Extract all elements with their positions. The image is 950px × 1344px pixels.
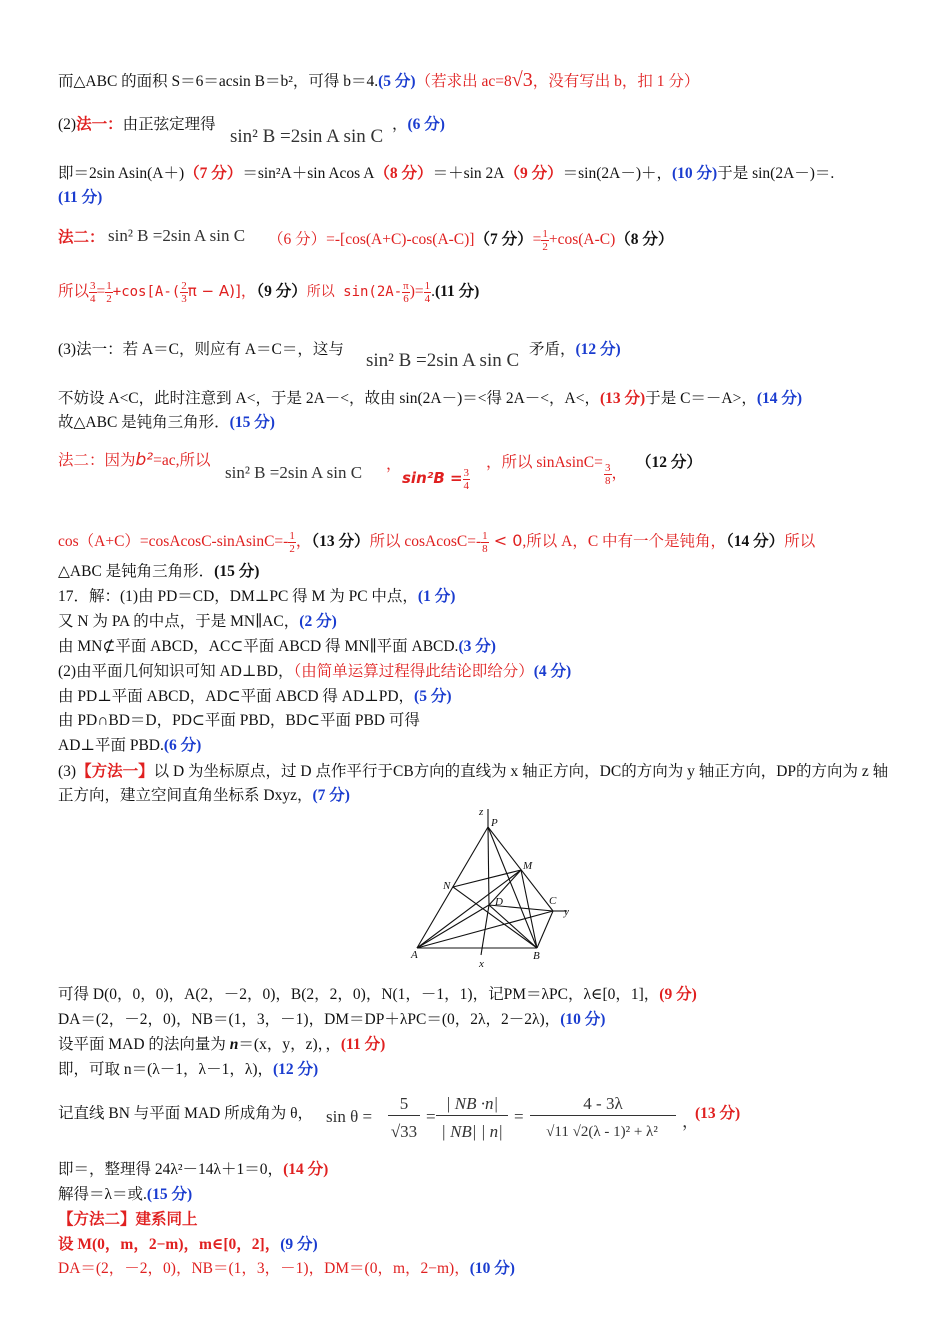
- score-13: (13 分): [695, 1105, 741, 1122]
- line-derivation: 即＝2sin Asin(A＋)（7 分）＝sin²A＋sin Acos A（8 分）＝＋sin 2A（9 分）＝sin(2A－)＋，(10 分)于是 sin(2A－)＝.: [58, 165, 835, 182]
- line-part3-end: 矛盾，(12 分): [529, 341, 621, 358]
- p17-line5: 由 PD⊥平面 ABCD，AD⊂平面 ABCD 得 AD⊥PD，(5 分): [58, 688, 452, 705]
- score-11: (11 分): [58, 189, 103, 206]
- line-take-n: 即，可取 n＝(λ－1，λ－1，λ)，(12 分): [58, 1061, 319, 1078]
- label-D: D: [495, 896, 503, 908]
- p17-line7: AD⊥平面 PBD.(6 分): [58, 737, 202, 754]
- edge-DM: [489, 870, 521, 905]
- label-A: A: [411, 949, 418, 961]
- line-conclude: △ABC 是钝角三角形．(15 分): [58, 563, 260, 580]
- line-part3-c: 故△ABC 是钝角三角形．(15 分): [58, 414, 275, 431]
- sinAsinC-eq: ，所以 sinAsinC=: [486, 454, 603, 471]
- line-part3: (3)法一：若 A＝C，则应有 A＝C＝，这与: [58, 341, 344, 358]
- label-P: P: [491, 817, 498, 829]
- line-cos: cos（A+C）=cosAcosC-sinAsinC=- $\frac{1}{2}$ ，（13 分）所以 cosAcosC=- $\frac{1}{8}$ < 0,所以 A，C 中有一个是钝角，（14 分）所以: [58, 530, 816, 555]
- score-6: ，(6 分): [392, 116, 445, 133]
- p17-line1: 17．解：(1)由 PD＝CD，DM⊥PC 得 M 为 PC 中点，(1 分): [58, 588, 456, 605]
- sin2B-eq: sin²B = $\frac{3}{4}$: [402, 467, 470, 492]
- line-vectors-2: DA＝(2，－2，0)，NB＝(1，3，－1)，DM＝(0，m，2−m)，(10 分): [58, 1260, 515, 1277]
- p17-part3-intro: (3)【方法一】以 D 为坐标原点，过 D 点作平行于CB方向的直线为 x 轴正方向，DC的方向为 y 轴正方向，DP的方向为 z 轴正方向，建立空间直角坐标系 Dxyz，(7 分): [58, 763, 889, 804]
- label-C: C: [549, 895, 557, 907]
- formula-sine-law-2: sin² B =2sin A sin C: [108, 226, 246, 245]
- p17-line2: 又 N 为 PA 的中点，于是 MN∥AC，(2 分): [58, 613, 337, 630]
- line-normal: 设平面 MAD 的法向量为 n＝(x，y，z)，，(11 分): [58, 1036, 386, 1053]
- line-method2-cont: （6 分）=-[cos(A+C)-cos(A-C)]（7 分）= $\frac{1}{2}$ +cos(A-C)（8 分）: [268, 228, 674, 253]
- edge-PD: [488, 827, 489, 905]
- line-part3-b: 不妨设 A<C，此时注意到 A<，于是 2A－<，故由 sin(2A－)＝<得 2A－<，A<，(13 分)于是 C＝－A>，(14 分): [58, 390, 803, 407]
- line-method2-head: 【方法二】建系同上: [58, 1211, 198, 1228]
- line-solve: 解得＝λ＝或.(15 分): [58, 1186, 193, 1203]
- p17-line3: 由 MN⊄平面 ABCD，AC⊂平面 ABCD 得 MN∥平面 ABCD.(3 分): [58, 638, 496, 655]
- line-method2: 法二：: [58, 229, 105, 246]
- label-z: z: [479, 806, 484, 818]
- formula-sine-law-3: sin² B =2sin A sin C: [366, 350, 520, 371]
- label-N: N: [443, 880, 451, 892]
- edge-DA: [417, 905, 489, 948]
- label-B: B: [533, 950, 540, 962]
- line-part3-method2-b: ，: [386, 456, 402, 473]
- line-method2-b: 所以 $\frac{3}{4}$ = $\frac{1}{2}$ +cos[A-( $\frac{2}{3}$ π − A)]，（9 分）所以 sin(2A- $\frac{\pi}{6}$ )= $\frac{1}{4}$ .(11 分): [58, 280, 480, 305]
- pyramid-figure: [405, 805, 585, 970]
- line-part3-method2: 法二：因为b²=ac,所以: [58, 450, 211, 470]
- score-12: （12 分）: [636, 454, 702, 471]
- edge-PA: [417, 827, 488, 948]
- p17-line4: (2)由平面几何知识可知 AD⊥BD，（由简单运算过程得此结论即给分）(4 分): [58, 663, 572, 680]
- label-M: M: [523, 860, 533, 872]
- label-y: y: [564, 906, 569, 918]
- edge-BC: [537, 911, 553, 948]
- line-vectors: DA＝(2，－2，0)，NB＝(1，3，－1)，DM＝DP＋λPC＝(0，2λ，2－2λ)，(10 分): [58, 1011, 606, 1028]
- label-x: x: [479, 958, 484, 970]
- line-area: 而△ABC 的面积 S＝6＝acsin B＝b²，可得 b＝4.(5 分)（若求出 ac=8√3，没有写出 b，扣 1 分）: [58, 69, 700, 91]
- frac-3-8: $\frac{3}{8}$ ，: [605, 462, 628, 487]
- p17-line6: 由 PD∩BD＝D，PD⊂平面 PBD，BD⊂平面 PBD 可得: [58, 712, 420, 729]
- formula-sine-law: sin² B =2sin A sin C: [230, 126, 384, 147]
- line-angle: 记直线 BN 与平面 MAD 所成角为 θ，: [58, 1105, 314, 1122]
- line-set-M: 设 M(0，m，2−m)，m∈[0，2]，(9 分): [58, 1236, 318, 1253]
- score: (5 分): [378, 73, 416, 90]
- line-equation: 即＝，整理得 24λ²－14λ＋1＝0，(14 分): [58, 1161, 329, 1178]
- formula-sine-law-4: sin² B =2sin A sin C: [225, 463, 363, 482]
- line-method1: (2)法一：由正弦定理得: [58, 116, 216, 133]
- line-coords: 可得 D(0，0，0)，A(2，－2，0)，B(2，2，0)，N(1，－1，1)，记PM＝λPC，λ∈[0，1]，(9 分): [58, 986, 697, 1003]
- edge-MA: [417, 870, 521, 948]
